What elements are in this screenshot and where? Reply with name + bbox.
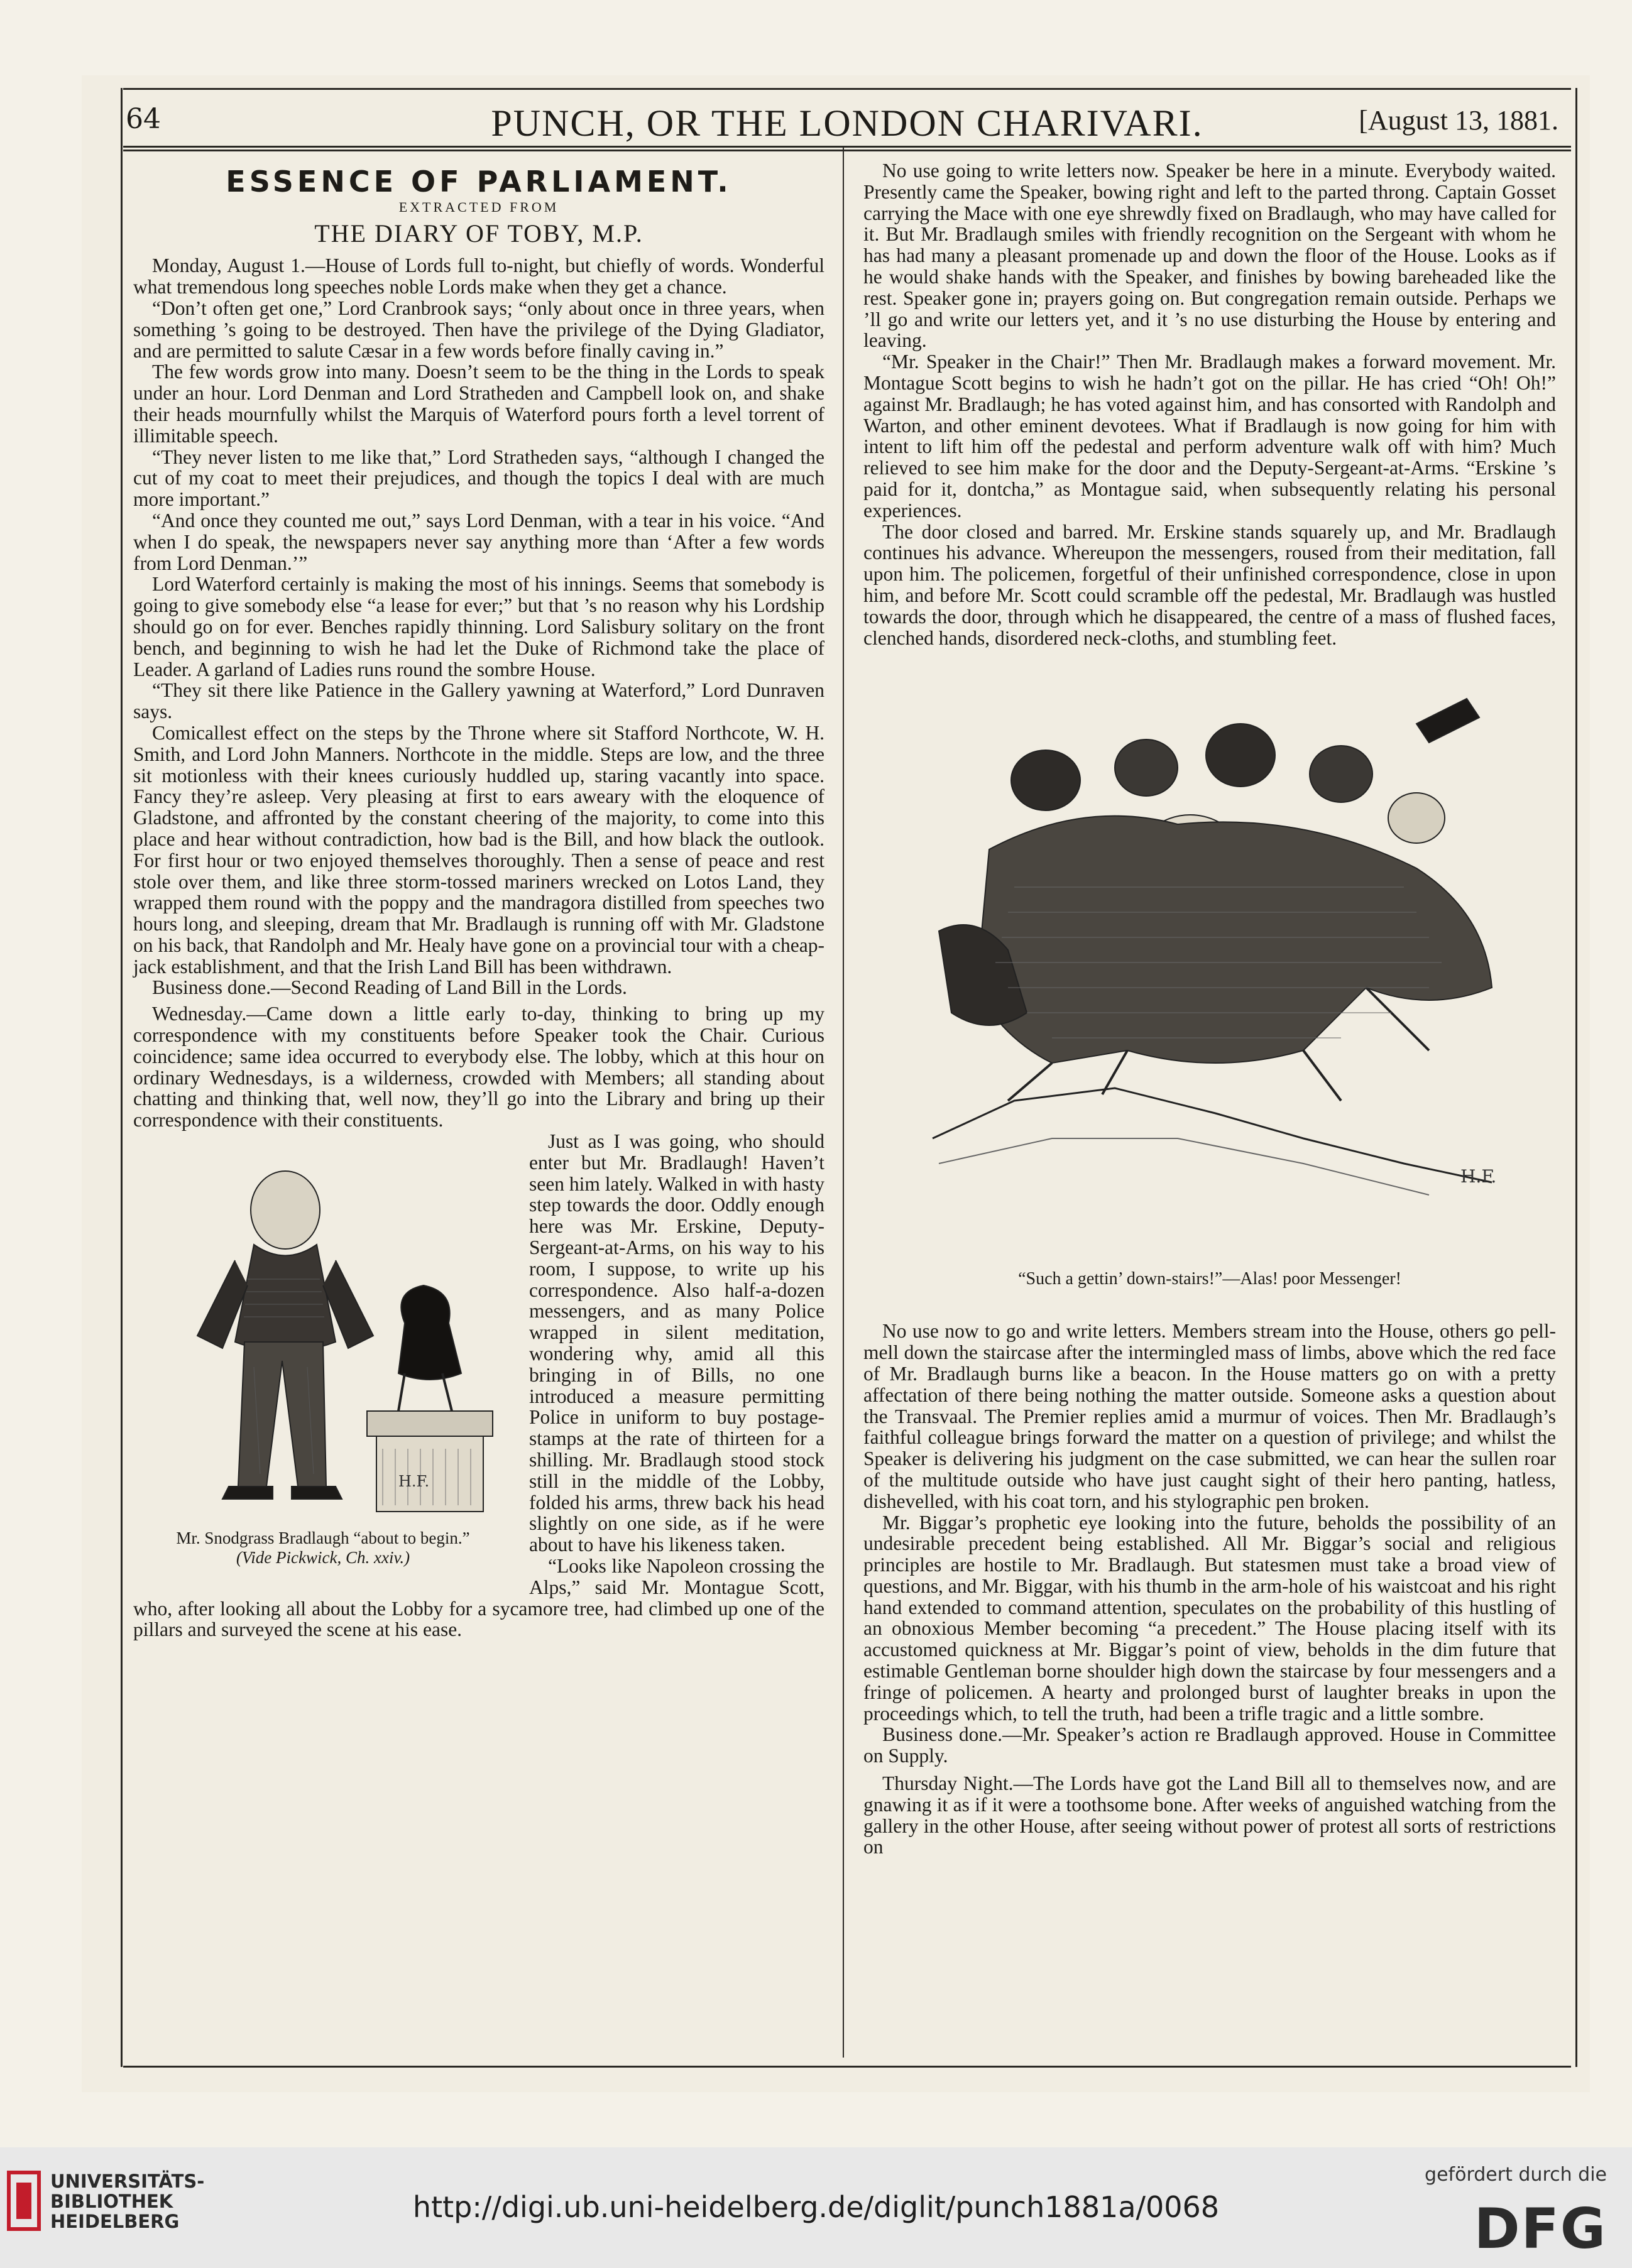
institution-name: UNIVERSITÄTS- BIBLIOTHEK HEIDELBERG bbox=[50, 2171, 205, 2232]
staircase-illustration bbox=[863, 661, 1556, 1308]
illustrator-monogram: H.F. bbox=[1460, 1166, 1497, 1187]
paragraph: The few words grow into many. Doesn’t seem to be the thing in the Lords to speak under an hour. Lord Denman and Lord Stratheden and Campbell look on, and shake their heads mournfully whilst the Marquis of Waterford pours forth a level torrent of illimitable speech. bbox=[133, 361, 824, 447]
header-rule-2 bbox=[123, 150, 1571, 151]
paragraph: Business done.—Second Reading of Land Bill in the Lords. bbox=[152, 976, 627, 999]
paragraph: Wednesday.—Came down a little early to-day, thinking to bring up my correspondence with my constituents before Speaker took the Chair. Curious coincidence; same idea occurred to everybody else. The lobby, which at this hour on ordinary Wednesdays, is a wilderness, crowded with Members; all standing about chatting and thinking that, well now, they’ll go into the Library and bring up their correspondence with their constituents. bbox=[133, 1003, 824, 1131]
funded-by-text: gefördert durch die bbox=[1425, 2164, 1607, 2186]
paragraph: Lord Waterford certainly is making the most of his innings. Seems that somebody is going to give somebody else “a lease for ever;” but that ’s no reason why his Lordship should go on for ever. Benches rapidly thinning. Lord Salisbury solitary on the front bench, and beginning to wish he had let the Duke of Richmond take the place of Leader. A garland of Ladies runs round the sombre House. bbox=[133, 573, 824, 680]
paragraph: “Don’t often get one,” Lord Cranbrook says; “only about once in three years, when something ’s going to be destroyed. Then have the privilege of the Dying Gladiator, and are permitted to salute Cæsar in a few words before finally caving in.” bbox=[133, 297, 824, 362]
illustrator-monogram: H.F. bbox=[398, 1473, 430, 1491]
paragraph: Just as I was going, who should enter but Mr. Bradlaugh! Haven’t seen him lately. Walked in with hasty step towards the door. Oddly enough here was Mr. Erskine, Deputy-Sergeant-at-Arms, on his way to his room, I suppose, to write up his correspondence. Also half-a-dozen messengers, and as many Police wrapped in silent meditation, wondering why, amid all this bringing in of Bills, no one introduced a measure permitting Police in uniform to buy postage-stamps at the rate of thirteen for a shilling. Mr. Bradlaugh stood stock still in the middle of the Lobby, folded his arms, threw back his head slightly on one side, as if he were about to have his likeness taken. bbox=[529, 1130, 824, 1556]
bradlaugh-engraving bbox=[128, 1135, 518, 1524]
illustration-caption: “Such a gettin’ down-stairs!”—Alas! poor Messenger! bbox=[1018, 1269, 1401, 1289]
paragraph: No use going to write letters now. Speaker be here in a minute. Everybody waited. Presently came the Speaker, bowing right and left to the parted throng. Captain Gosset carrying the Mace with one eye shrewdly fixed on Bradlaugh, who may have called for it. But Mr. Bradlaugh smiles with friendly recognition on the Sergeant with whom he has had many a pleasant promenade up and down the floor of the House. Looks as if he would shake hands with the Speaker, and finishes by bowing bareheaded like the rest. Speaker gone in; prayers going on. But congregation remain outside. Perhaps we ’ll go and write our letters yet, and it ’s no use disturbing the House by entering and leaving. bbox=[863, 160, 1556, 352]
page-number: 64 bbox=[126, 103, 161, 135]
dfg-logo: DFG bbox=[1474, 2196, 1607, 2261]
top-rule bbox=[123, 88, 1571, 90]
paragraph: “Mr. Speaker in the Chair!” Then Mr. Bradlaugh makes a forward movement. Mr. Montague Scott begins to wish he hadn’t got on the pillar. He has cried “Oh! Oh!” against Mr. Bradlaugh; he has voted against him, and has consorted with Randolph and Warton, and other eminent devotees. What if Bradlaugh is now going for him with intent to lift him off the pedestal and perform adventure walk off with him? Much relieved to see him make for the door and the Deputy-Sergeant-at-Arms. “Erskine ’s paid for it, dontcha,” as Montague said, when subsequently relating his personal experiences. bbox=[863, 351, 1556, 521]
diary-title: THE DIARY OF TOBY, M.P. bbox=[314, 219, 643, 248]
paragraph: “And once they counted me out,” says Lord Denman, with a tear in his voice. “And when I do speak, the newspapers never say anything more than ‘After a few words from Lord Denman.’” bbox=[133, 509, 824, 574]
paragraph: “They sit there like Patience in the Gallery yawning at Waterford,” Lord Dunraven says. bbox=[133, 679, 824, 723]
bradlaugh-illustration bbox=[128, 1135, 518, 1574]
viewer-footer bbox=[0, 2147, 1632, 2268]
left-column bbox=[133, 160, 824, 1640]
bottom-rule bbox=[123, 2066, 1571, 2068]
paragraph: No use now to go and write letters. Members stream into the House, others go pell-mell down the staircase after the intermingled mass of limbs, above which the red face of Mr. Bradlaugh burns like a beacon. In the House matters go on with a pretty affectation of there being nothing the matter outside. Someone asks a question about the Transvaal. The Premier replies amid a murmur of voices. Then Mr. Bradlaugh’s faithful colleague brings forward the matter on a question of privilege; and whilst the Speaker is delivering his judgment on the case submitted, we can hear the sullen roar of the multitude outside who have just caught sight of their hero panting, hatless, dishevelled, with his coat torn, and his stylographic pen broken. bbox=[863, 1320, 1556, 1512]
staircase-engraving bbox=[863, 661, 1556, 1264]
paragraph: Business done.—Mr. Speaker’s action re Bradlaugh approved. House in Committee on Supply. bbox=[863, 1723, 1556, 1767]
illustration-caption: Mr. Snodgrass Bradlaugh “about to begin.” bbox=[176, 1528, 470, 1547]
paragraph: The door closed and barred. Mr. Erskine stands squarely up, and Mr. Bradlaugh continues his advance. Whereupon the messengers, roused from their meditation, fall upon him. The policemen, forgetful of their unfinished correspondence, close in upon him, and before Mr. Scott could scramble off the pedestal, Mr. Bradlaugh was hustled towards the door, through which he disappeared, the centre of a mass of flushed faces, clenched hands, disordered neck-cloths, and stumbling feet. bbox=[863, 520, 1556, 649]
header-rule bbox=[123, 146, 1571, 148]
page-header bbox=[123, 94, 1571, 151]
paragraph: Comicallest effect on the steps by the Throne where sit Stafford Northcote, W. H. Smith, and Lord John Manners. Northcote in the middle. Steps are low, and the three sit motionless with their knees curiously huddled up, staring vacantly into space. Fancy they’re asleep. Very pleasing at first to ears aweary with the eloquence of Gladstone, and affronted by the constant cheering of the majority, to come into this place and hear without contradiction, how bad is the Bill, and how black the outlook. For first hour or two enjoyed themselves thoroughly. Then a sense of peace and rest stole over them, and like three storm-tossed mariners wrecked on Lotos Land, they wrapped them round with the poppy and the mandragora distilled from speeches two hours long, and sleeping, dream that Mr. Bradlaugh is running off with Mr. Gladstone on his back, that Randolph and Mr. Healy have gone on a provincial tour with a cheap-jack establishment, and that the Irish Land Bill has been withdrawn. bbox=[133, 721, 824, 978]
column-divider bbox=[843, 148, 844, 2058]
right-column bbox=[863, 160, 1556, 1858]
masthead-title: PUNCH, OR THE LONDON CHARIVARI. bbox=[491, 102, 1203, 144]
illustration-caption-ref: (Vide Pickwick, Ch. xxiv.) bbox=[236, 1547, 410, 1567]
paragraph: “They never listen to me like that,” Lord Stratheden says, “although I changed the cut of my coat to meet their prejudices, and though the topics I deal with are much more important.” bbox=[133, 445, 824, 511]
paragraph: “Looks like Napoleon crossing the Alps,” said Mr. Montague Scott, who, after looking all about the Lobby for a sycamore tree, had climbed up one of the pillars and surveyed the scene at his ease. bbox=[133, 1555, 824, 1641]
extracted-from: EXTRACTED FROM bbox=[398, 199, 559, 215]
paragraph: Mr. Biggar’s prophetic eye looking into the future, beholds the possibility of an undesirable precedent being established. All Mr. Biggar’s social and religious principles are hostile to Mr. Bradlaugh. But statesmen must take a broad view of questions, and Mr. Biggar, with his thumb in the arm-hole of his waistcoat and his right hand extended to command attention, speculates on the probability of this hustling of an obnoxious Member becoming “a precedent.” The House placing itself with its accustomed quickness at Mr. Biggar’s point of view, beholds in the dim future that estimable Gentleman borne shoulder high down the staircase by four messengers and a fringe of policemen. A hearty and prolonged burst of laughter breaks in upon the proceedings which, to tell the truth, had been a trifle tragic and a little sombre. bbox=[863, 1511, 1556, 1725]
section-heading: ESSENCE OF PARLIAMENT. bbox=[226, 165, 732, 199]
paragraph: Thursday Night.—The Lords have got the Land Bill all to themselves now, and are gnawing it as if it were a toothsome bone. After weeks of anguished watching from the gallery in the other House, after seeing without power of protest all sorts of restrictions on bbox=[863, 1772, 1556, 1858]
permalink-url[interactable]: http://digi.ub.uni-heidelberg.de/diglit/punch1881a/0068 bbox=[412, 2190, 1220, 2224]
paragraph: Monday, August 1.—House of Lords full to-night, but chiefly of words. Wonderful what tremendous long speeches noble Lords make when they get a chance. bbox=[133, 254, 824, 298]
issue-date: [August 13, 1881. bbox=[1359, 105, 1558, 136]
